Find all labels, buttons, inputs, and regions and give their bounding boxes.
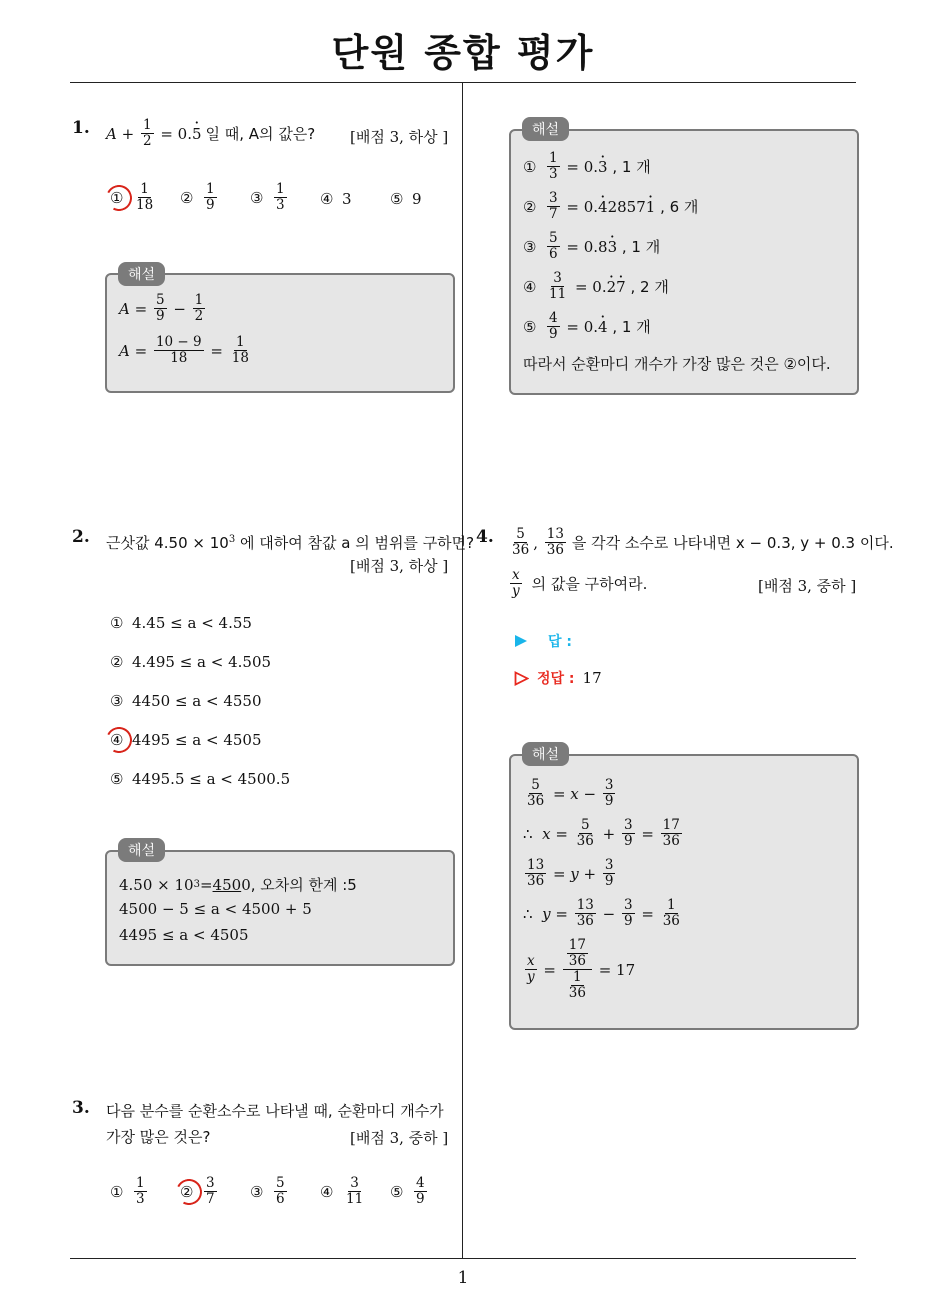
header-divider	[70, 82, 856, 83]
q2-solution-line-2: 4500 − 5 ≤ a < 4500 + 5	[119, 900, 312, 918]
page-number: 1	[457, 1268, 469, 1288]
q4-solution-line-5: $\frac{x}{y}$ = $\frac{\frac{17}{36}}{\frac{1}{36}}$ = 17	[527, 937, 636, 1001]
filled-triangle-icon	[514, 634, 528, 648]
question-2-stem: 근삿값 $4.50 \times 10^3$ 에 대하여 참값 a 의 범위를 구하면?	[106, 534, 475, 552]
question-1-choices	[110, 182, 450, 222]
q2-choice-4[interactable]: ④ 4495 ≤ a < 4505	[110, 731, 262, 749]
q4-solution-line-1: $\frac{5}{36}$ = x − $\frac{3}{9}$	[527, 777, 614, 809]
question-2-number: 2.	[72, 527, 90, 547]
question-1-number: 1.	[72, 118, 90, 138]
question-1-solution-box	[105, 273, 455, 393]
q1-choice-4[interactable]: ④ 3	[320, 190, 352, 208]
q2-solution-line-3: 4495 ≤ a < 4505	[119, 926, 249, 944]
column-divider	[462, 82, 463, 1258]
selected-circle-icon	[173, 1175, 206, 1208]
q2-choice-1[interactable]: ① 4.45 ≤ a < 4.55	[110, 614, 252, 632]
q2-choice-5[interactable]: ⑤ 4495.5 ≤ a < 4500.5	[110, 770, 291, 788]
question-4-stem-line-2: $\frac{x}{y}$ 의 값을 구하여라.	[512, 567, 648, 599]
question-2-solution-box	[105, 850, 455, 966]
q1-choice-5[interactable]: ⑤ 9	[390, 190, 422, 208]
question-1-stem: A + $\frac{1}{2}$ = 0. 5 · 일 때, A의 값은?	[106, 118, 315, 149]
question-4-solution-box	[509, 754, 859, 1030]
question-4-stem-line-1: $\frac{5}{36}$ , $\frac{13}{36}$ 을 각각 소수로 나타내면 x − 0.3, y + 0.3 이다.	[512, 526, 894, 558]
q4-solution-line-4: ∴ y = $\frac{13}{36}$ − $\frac{3}{9}$ = $\frac{1}{36}$	[523, 897, 680, 929]
q2-solution-tag: 해설	[118, 838, 165, 862]
q3-solution-line-3: ③ $\frac{5}{6}$ = 0.8 3 · , 1 개	[523, 231, 660, 262]
page-title: 단원 종합 평가	[331, 31, 595, 75]
question-1-score: [배점 3, 하상 ]	[350, 128, 449, 146]
q3-choice-1[interactable]: ① $\frac{1}{3}$	[110, 1175, 145, 1207]
q2-choice-3[interactable]: ③ 4450 ≤ a < 4550	[110, 692, 262, 710]
outline-triangle-icon	[514, 671, 529, 686]
selected-circle-icon	[103, 724, 136, 757]
question-4-correct-answer-row: 정답 : 17	[514, 668, 602, 688]
q3-solution-line-4: ④ $\frac{3}{11}$ = 0. 2 · 7 · , 2 개	[523, 271, 669, 302]
q1-choice-3[interactable]: ③ $\frac{1}{3}$	[250, 181, 285, 213]
q3-choice-2[interactable]: ② $\frac{3}{7}$	[180, 1176, 219, 1207]
question-3-choices	[110, 1176, 450, 1216]
q3-solution-tag: 해설	[522, 117, 569, 141]
question-3-number: 3.	[72, 1098, 90, 1118]
question-3-solution-box	[509, 129, 859, 395]
q3-solution-line-1: ① $\frac{1}{3}$ = 0. 3 · , 1 개	[523, 151, 651, 182]
question-2-score: [배점 3, 하상 ]	[350, 557, 449, 575]
q4-solution-line-2: ∴ x = $\frac{5}{36}$ + $\frac{3}{9}$ = $\frac{17}{36}$	[523, 817, 680, 849]
q1-solution-tag: 해설	[118, 262, 165, 286]
footer-divider	[70, 1258, 856, 1259]
q1-choice-2[interactable]: ② $\frac{1}{9}$	[180, 181, 215, 213]
q3-choice-3[interactable]: ③ $\frac{5}{6}$	[250, 1175, 285, 1207]
q3-solution-conclusion: 따라서 순환마디 개수가 가장 많은 것은 ②이다.	[523, 355, 831, 373]
q2-solution-line-1: 4.50 × 10 3 = 450 0 , 오차의 한계 :5	[119, 875, 357, 894]
q3-solution-line-2: ② $\frac{3}{7}$ = 0. 4 · 2857 1 · , 6 개	[523, 191, 698, 222]
q3-choice-5[interactable]: ⑤ $\frac{4}{9}$	[390, 1175, 425, 1207]
q1-choice-1[interactable]: ① $\frac{1}{18}$	[110, 182, 157, 213]
q4-solution-tag: 해설	[522, 742, 569, 766]
question-4-answer-row[interactable]: 답 :	[514, 631, 572, 651]
q2-choice-2[interactable]: ② 4.495 ≤ a < 4.505	[110, 653, 272, 671]
question-4-correct-value: 17	[582, 669, 602, 687]
question-3-stem-line-2: 가장 많은 것은?	[106, 1128, 211, 1146]
question-4-score: [배점 3, 중하 ]	[758, 577, 857, 595]
q4-solution-line-3: $\frac{13}{36}$ = y + $\frac{3}{9}$	[527, 857, 614, 889]
q1-solution-line-1: A = $\frac{5}{9}$ − $\frac{1}{2}$	[119, 292, 204, 324]
question-3-score: [배점 3, 중하 ]	[350, 1129, 449, 1147]
q3-solution-line-5: ⑤ $\frac{4}{9}$ = 0. 4 · , 1 개	[523, 311, 651, 342]
q1-solution-line-2: A = $\frac{10 - 9}{18}$ = $\frac{1}{18}$	[119, 334, 249, 366]
q3-choice-4[interactable]: ④ $\frac{3}{11}$	[320, 1175, 364, 1207]
question-3-stem-line-1: 다음 분수를 순환소수로 나타낼 때, 순환마디 개수가	[106, 1102, 444, 1120]
selected-circle-icon	[103, 181, 136, 214]
question-4-number: 4.	[476, 527, 494, 547]
